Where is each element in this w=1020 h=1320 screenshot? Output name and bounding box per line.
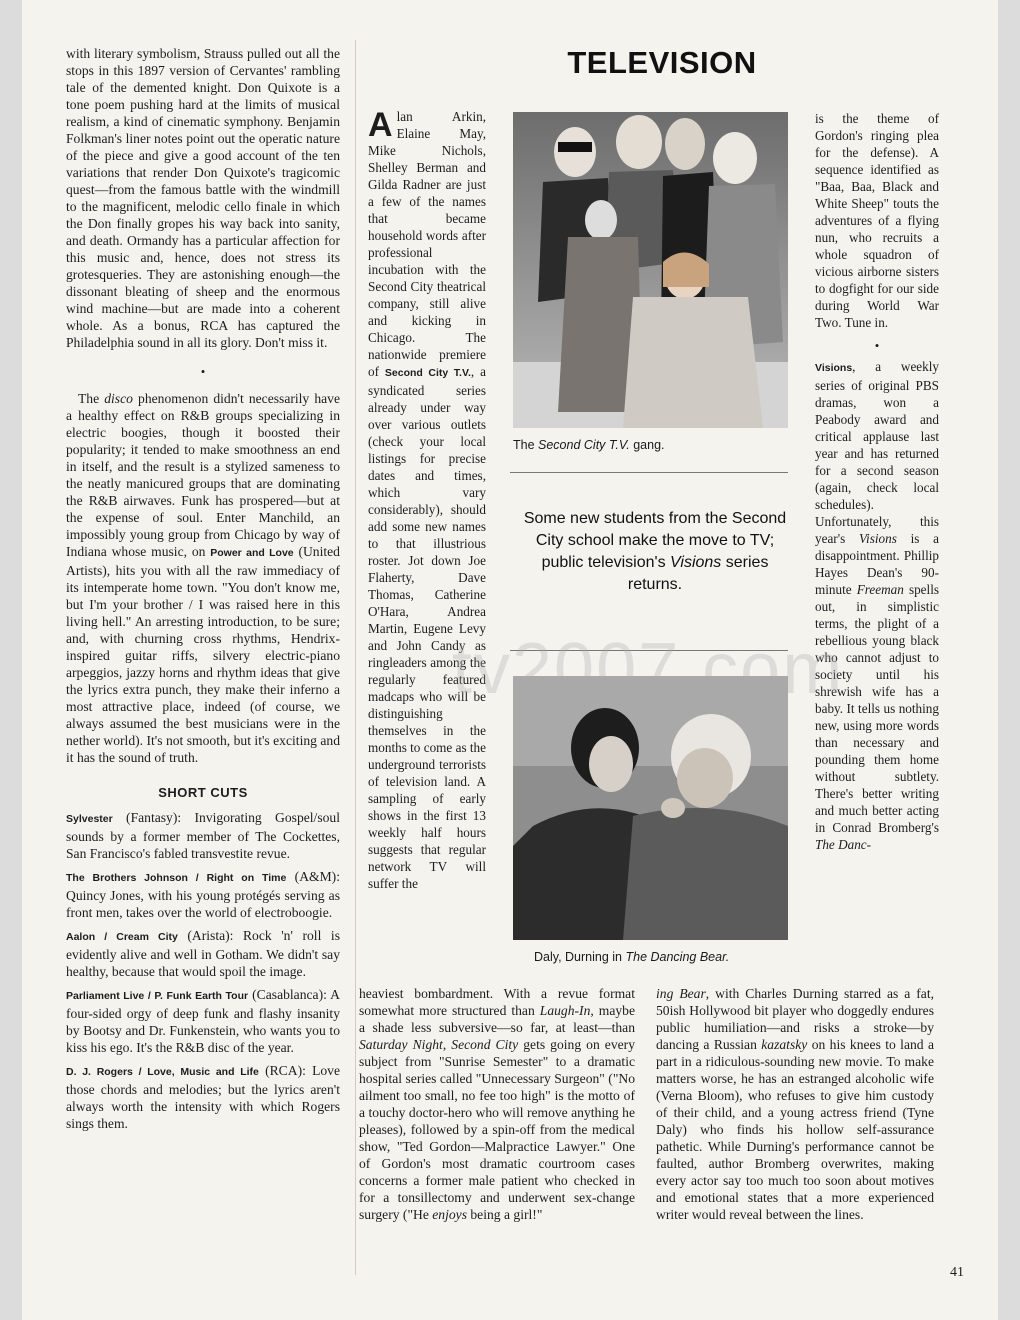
right-column	[815, 110, 939, 853]
short-cut-entry: Aalon / Cream City (Arista): Rock 'n' roll is evidently alive and well in Gotham. We didn't say healthy, because that would spoil the image.	[66, 928, 340, 979]
short-cut-entry: Parliament Live / P. Funk Earth Tour (Casablanca): A four-sided orgy of deep funk and flashy insanity by Bootsy and Dr. Funkenstein, who wants you to kiss his ego. It's the R&B disc of the year.	[66, 987, 340, 1055]
photo-caption: Daly, Durning in The Dancing Bear.	[534, 950, 730, 964]
short-cuts-heading: SHORT CUTS	[158, 785, 248, 800]
bottom-middle-column	[359, 985, 635, 1223]
photo-caption: The Second City T.V. gang.	[513, 438, 665, 452]
short-cut-entry: D. J. Rogers / Love, Music and Life (RCA): Love those chords and melodies; but the lyrics aren't always worth the intensity with which Rogers sings them.	[66, 1063, 340, 1131]
paragraph: ing Bear, with Charles Durning starred as a fat, 50ish Hollywood bit player who doggedly endures public humiliation—and risks a stroke—by dancing a Russian kazatsky on his knees to land a part in a ridiculous-sounding new movie. To make matters worse, he has an estranged alcoholic wife (Verna Bloom), who refuses to give him custody of their child, and a young actress friend (Tyne Daly) who finds his hollow self-assurance pathetic. While Durning's performance cannot be faulted, author Bromberg overwrites, making every actor say too much too soon about motives and emotional states that a more experienced writer would reveal between the lines.	[656, 986, 934, 1222]
short-cut-entry: The Brothers Johnson / Right on Time (A&M): Quincy Jones, with his young protégés serving as front men, takes over the world of electroboogie.	[66, 869, 340, 920]
short-cuts-list	[66, 809, 340, 1132]
divider-line	[510, 472, 788, 473]
paragraph: is the theme of Gordon's ringing plea for the defense). A sequence identified as "Baa, Baa, Black and White Sheep" touts the adventures of a flying nun, who recruits a whole squadron of vicious airborne sisters to dogfight for our side during World War Two. Tune in.	[815, 111, 939, 330]
magazine-page	[22, 0, 998, 1320]
section-bullet: •	[874, 338, 880, 353]
paragraph: Visions, a weekly series of original PBS dramas, won a Peabody award and critical applause last year and has returned for a second season (again, check local schedules). Unfortunately, this year's Visions is a disappointment. Phillip Hayes Dean's 90-minute Freeman spells out, in simplistic terms, the plight of a rebellious young black who cannot adjust to society until his shrewish wife has a baby. It tells us nothing new, using more words than necessary and pounding them home without subtlety. There's better writing and much better acting in Conrad Bromberg's The Danc-	[815, 359, 939, 852]
paragraph: heaviest bombardment. With a revue format somewhat more structured than Laugh-In, maybe a shade less subversive—so far, at least—than Saturday Night, Second City gets going on every subject from "Sunrise Semester" to a dramatic hospital series called "Unnecessary Surgeon" ("No ailment too small, no fee too high" is the motto of a touchy doctor-hero who will remove anything he pleases), followed by a spin-off from the medical show, "Ted Gordon—Malpractice Lawyer." One of Gordon's most dramatic courtroom cases concerns a former male patient who checked in for a tonsillectomy and underwent sex-change surgery ("He enjoys being a girl!"	[359, 986, 635, 1222]
left-column	[66, 45, 340, 1138]
column-divider	[355, 40, 356, 1275]
section-title: TELEVISION	[567, 45, 757, 80]
bottom-right-column	[656, 985, 934, 1223]
dancing-bear-photo	[513, 676, 788, 940]
short-cut-entry: Sylvester (Fantasy): Invigorating Gospel/soul sounds by a former member of The Cockettes, San Francisco's fabled transvestite revue.	[66, 810, 340, 861]
paragraph: The disco phenomenon didn't necessarily have a healthy effect on R&B groups specializing in electric boogies, though it boosted their popularity; it tended to make smoothness an end in itself, and the result is a stylized sameness to the neatly manicured groups that are dominating the R&B airwaves. Funk has prospered—but at the expense of soul. Enter Manchild, an impossibly young group from Chicago by way of Indiana whose music, on Power and Love (United Artists), hits you with all the raw immediacy of its intemperate home town. "You don't know me, but I'm your brother / I was raised here in this living hell." An arresting introduction, to be sure; and, with churning cross rhythms, Hendrix-inspired guitar riffs, silvery electric-piano arpeggios, jazzy horns and rhythm ideas that give the lyrics extra punch, they make their inferno a most attractive place, indeed (of course, we always assumed the best musicians were in the nether world). It's not smooth, but it's exciting and it has the sound of truth.	[66, 391, 340, 765]
paragraph: with literary symbolism, Strauss pulled out all the stops in this 1897 version of Cervantes' rambling tale of the demented knight. Don Quixote is a tone poem pushing hard at the limits of musical realism, a kind of cinematic symphony. Benjamin Folkman's liner notes point out the operatic nature of the piece and give a good account of the ten variations that render Don Quixote's tragicomic quest—from the famous battle with the windmill to the magnificent, melodic cello finale in which the Don finally gropes his way back into sanity, and death. Ormandy has a particular affection for this music and, hence, does not stress its grotesqueries. They are astonishing enough—the dissonant bleating of sheep and the enormous wind machine—but are made into a coherent whole. As a bonus, RCA has captured the Philadelphia sound in all its glory. Don't miss it.	[66, 46, 340, 350]
middle-column	[368, 108, 486, 892]
watermark: tv2007.com	[452, 629, 845, 709]
second-city-gang-photo	[513, 112, 788, 428]
drop-cap: A	[368, 106, 393, 144]
page-number: 41	[950, 1265, 964, 1280]
divider-line	[510, 650, 788, 651]
section-bullet: •	[200, 364, 206, 379]
pull-quote: Some new students from the Second City school make the move to TV; public television's Visions series returns.	[523, 510, 787, 593]
paragraph: Alan Arkin, Elaine May, Mike Nichols, Shelley Berman and Gilda Radner are just a few of the names that became household words after professional incubation with the Second City theatrical company, still alive and kicking in Chicago. The nationwide premiere of Second City T.V., a syndicated series already under way over various outlets (check your local listings for precise dates and times, which vary considerably), should add some new names to that illustrious roster. Jot down Joe Flaherty, Dave Thomas, Catherine O'Hara, Andrea Martin, Eugene Levy and John Candy as ringleaders among the regularly featured madcaps who will be distinguishing themselves in the months to come as the underground terrorists of television land. A sampling of early shows in the first 13 weekly half hours suggests that regular network TV will suffer the	[368, 106, 486, 891]
